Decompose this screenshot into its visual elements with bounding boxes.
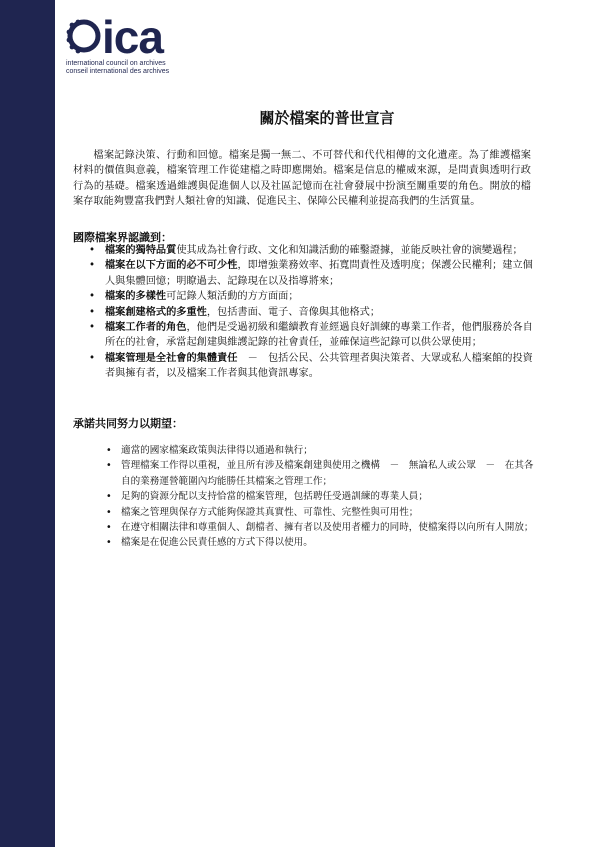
list-item: • 檔案是在促進公民責任感的方式下得以使用。	[73, 535, 535, 550]
list-item: • 適當的國家檔案政策與法律得以通過和執行；	[73, 443, 535, 458]
item-bold-term: 檔案的多樣性	[105, 291, 167, 303]
logo-subtitle-en: international council on archives	[66, 60, 166, 67]
item-bold-term: 檔案管理是全社會的集體責任	[105, 352, 238, 364]
logo-wordmark: ica	[102, 11, 163, 63]
item-bold-term: 檔案的獨特品質	[105, 245, 177, 256]
section2-list	[73, 443, 535, 551]
list-item: • 在遵守相關法律和尊重個人、創檔者、擁有者以及使用者權力的同時，使檔案得以向所有人開放；	[73, 520, 535, 535]
item-text: 使其成為社會行政、文化和知識活動的確鑿證據，並能反映社會的演變過程；	[176, 245, 523, 256]
list-item	[73, 351, 535, 382]
item-bold-term: 檔案在以下方面的必不可少性	[105, 260, 238, 272]
intro-paragraph: 檔案記錄決策、行動和回憶。檔案是獨一無二、不可替代和代代相傳的文化遺產。為了維護檔案材料的價值與意義，檔案管理工作從建檔之時即應開始。檔案是信息的權威來源，是問責與透明行政行為的基礎。檔案透過維護與促進個人以及社區記憶而在社會發展中扮演至關重要的角色。開放的檔案存取能夠豐富我們對人類社會的知識、促進民主、保障公民權利並提高我們的生活質量。	[73, 150, 531, 208]
item-bold-term: 檔案工作者的角色	[105, 322, 187, 334]
section2-heading: 承諾共同努力以期望：	[73, 417, 183, 430]
list-item: • 管理檔案工作得以重視，並且所有涉及檔案創建與使用之機構 － 無論私人或公眾 － 在其各自的業務運營範圍內均能勝任其檔案之管理工作；	[73, 458, 535, 489]
list-item	[73, 320, 535, 351]
section1-heading: 國際檔案界認識到：	[73, 231, 172, 244]
item-text: 可記錄人類活動的方方面面；	[166, 291, 299, 303]
ica-dots-logo-icon	[64, 16, 104, 56]
item-text: ，他們是受過初級和繼續教育並經過良好訓練的專業工作者，他們服務於各自所在的社會，承當起創建與維護記錄的社會責任，並確保這些記錄可以供公眾使用；	[105, 322, 533, 349]
list-item	[73, 258, 535, 289]
item-text: ，即增強業務效率、拓寬問責性及透明度；保護公民權利；建立個人與集體回憶；明瞭過去、記錄現在以及指導將來；	[105, 260, 533, 287]
list-item	[73, 243, 535, 258]
list-item	[73, 289, 535, 304]
logo-subtitle-fr: conseil international des archives	[66, 68, 170, 75]
list-item: • 檔案之管理與保存方式能夠保證其真實性、可靠性、完整性與可用性；	[73, 505, 535, 520]
document-title: 關於檔案的普世宣言	[259, 109, 395, 127]
list-item	[73, 305, 535, 320]
section1-list	[73, 243, 535, 382]
list-item: • 足夠的資源分配以支持恰當的檔案管理，包括聘任受過訓練的專業人員；	[73, 489, 535, 504]
item-text: ，包括書面、電子、音像與其他格式；	[206, 306, 381, 318]
item-bold-term: 檔案創建格式的多重性	[105, 306, 207, 318]
item-text: － 包括公民、公共管理者與決策者、大眾或私人檔案館的投資者與擁有者，以及檔案工作者與其他資訊專家。	[105, 352, 533, 380]
left-navy-band	[0, 0, 55, 847]
